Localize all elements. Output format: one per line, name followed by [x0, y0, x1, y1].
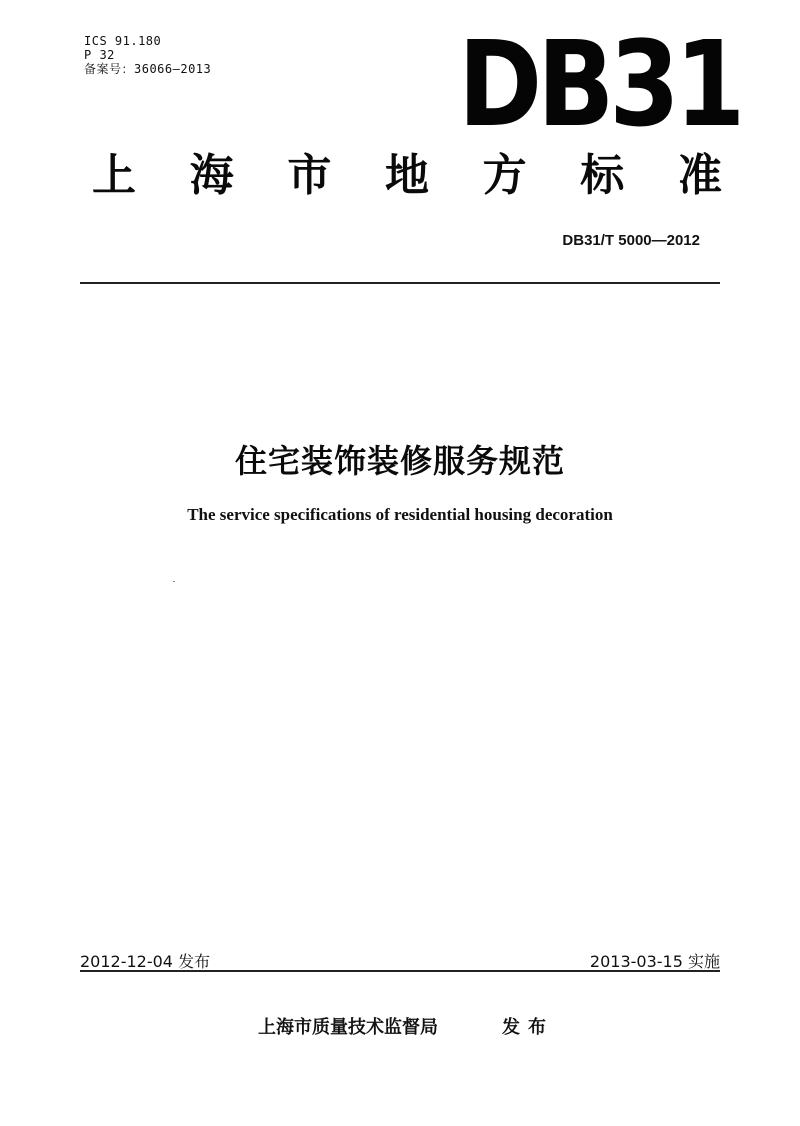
bottom-divider — [80, 970, 720, 972]
top-divider — [80, 282, 720, 284]
publisher-name: 上海市质量技术监督局 — [258, 1017, 438, 1038]
ics-code: ICS 91.180 — [84, 34, 162, 48]
standard-type-char: 方 — [482, 150, 527, 201]
filing-number: 备案号：36066—2013 — [84, 62, 212, 76]
scan-speck — [173, 581, 175, 582]
classification-block — [84, 34, 211, 76]
db31-logo: DB31 — [458, 15, 741, 153]
publisher-action: 发布 — [502, 1017, 554, 1038]
standard-number: DB31/T 5000—2012 — [562, 232, 700, 249]
standard-type-char: 地 — [384, 150, 429, 201]
standard-type-char: 标 — [580, 150, 625, 201]
standard-type-char: 海 — [189, 150, 234, 201]
issue-date: 2012-12-04 发布 — [80, 952, 211, 971]
standard-type-heading — [92, 148, 722, 204]
ccs-code: P 32 — [84, 48, 115, 62]
standard-type-char: 上 — [92, 150, 136, 201]
standard-type-char: 市 — [287, 150, 332, 201]
standard-type-char: 准 — [677, 150, 722, 201]
english-title: The service specifications of residential housing decoration — [187, 505, 613, 524]
chinese-title: 住宅装饰装修服务规范 — [234, 442, 565, 480]
effective-date: 2013-03-15 实施 — [589, 952, 720, 971]
